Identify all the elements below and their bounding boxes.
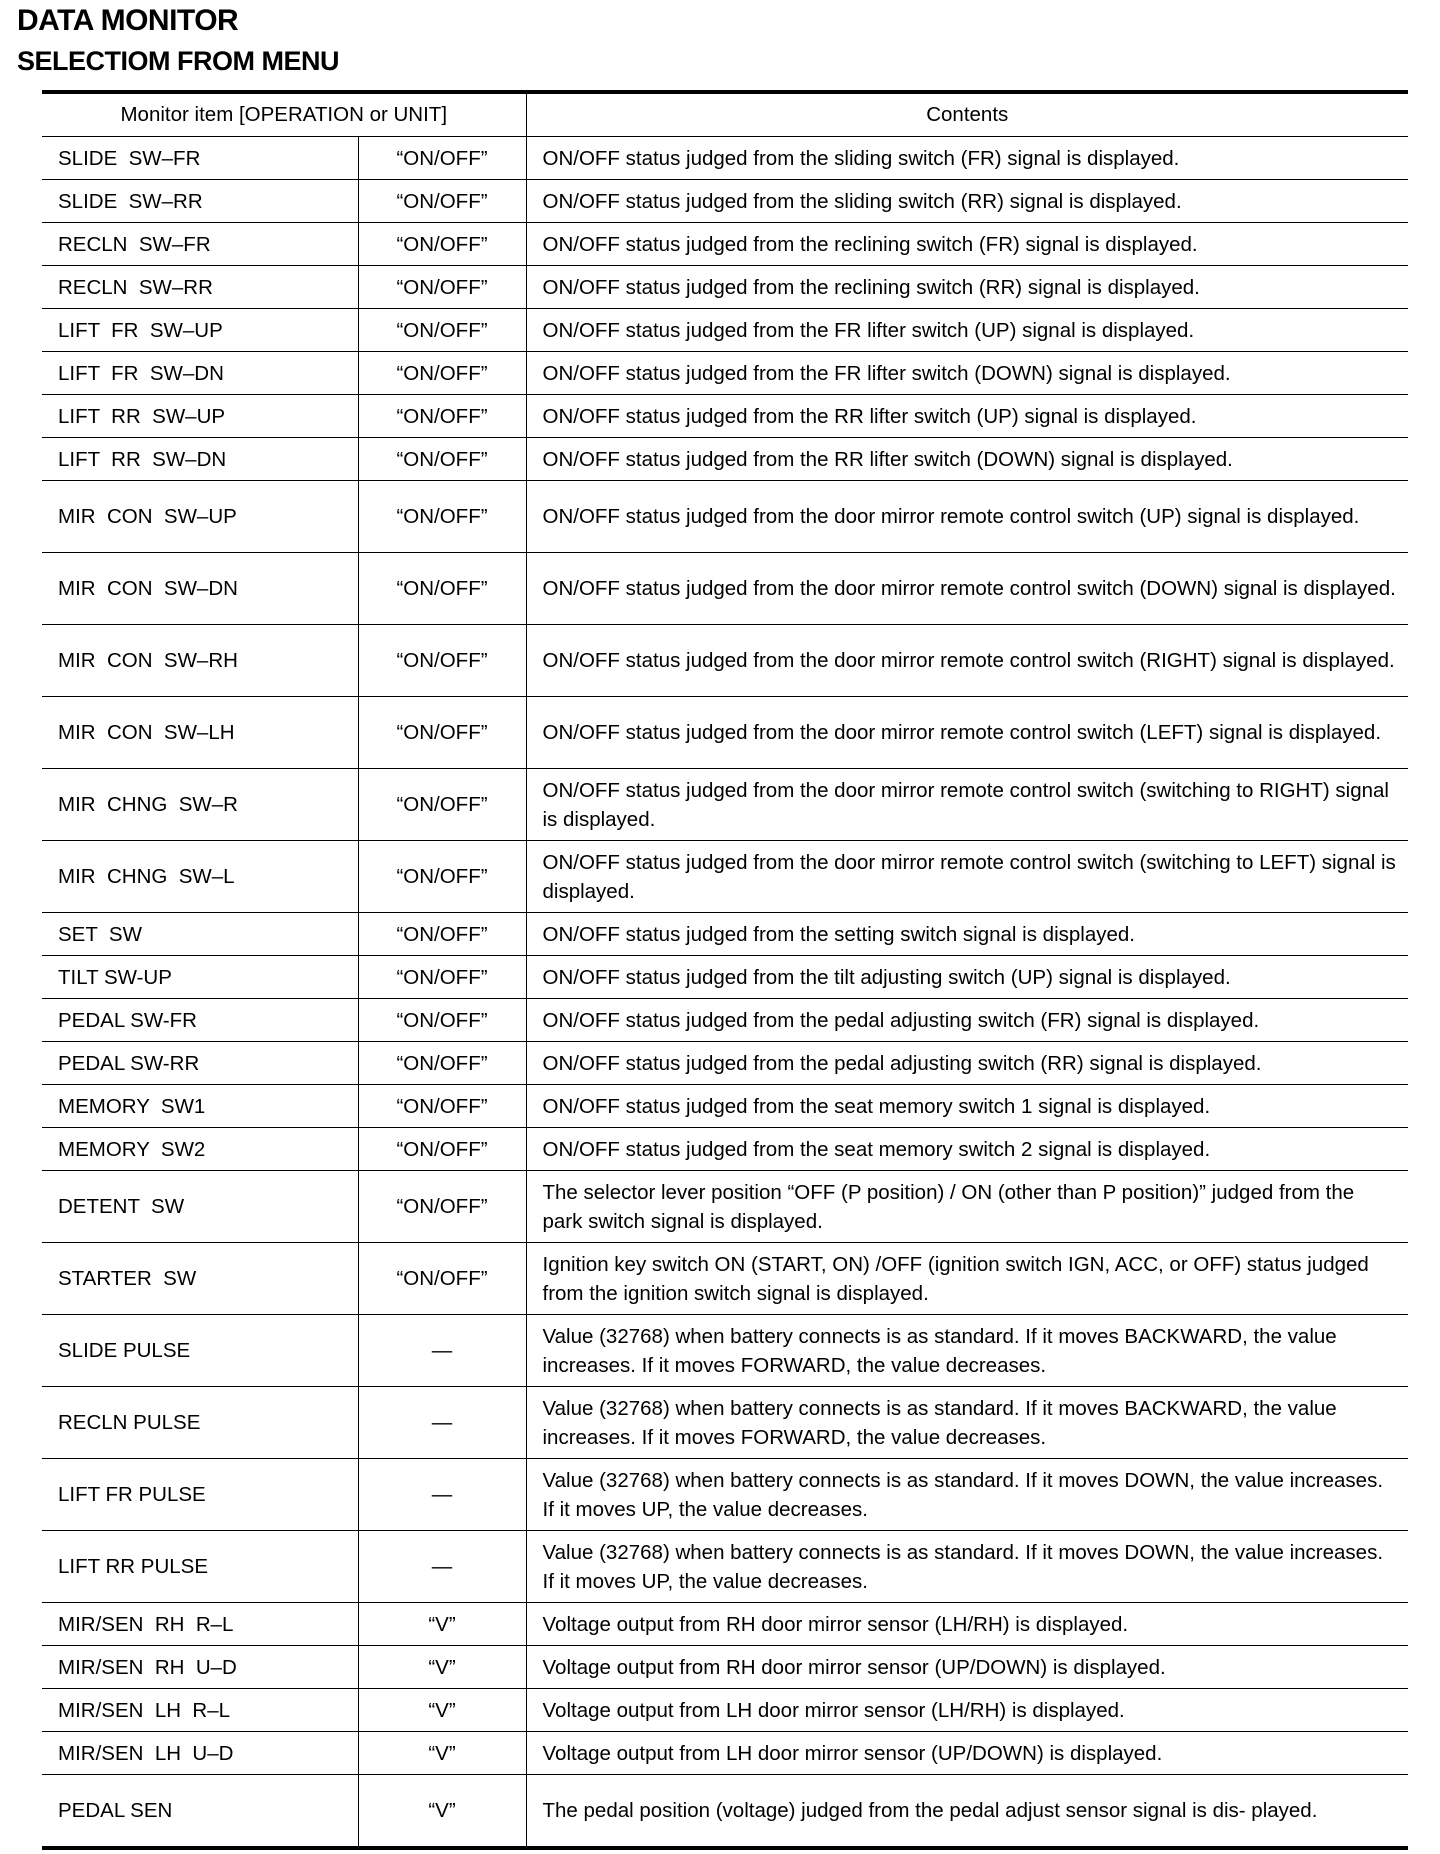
table-row	[42, 1459, 1408, 1531]
monitor-item-cell: MIR CHNG SW–L	[42, 841, 358, 913]
contents-cell: ON/OFF status judged from the door mirror remote control switch (DOWN) signal is displayed.	[526, 553, 1408, 625]
unit-cell: “ON/OFF”	[358, 999, 526, 1042]
unit-cell: “ON/OFF”	[358, 956, 526, 999]
monitor-item-cell: DETENT SW	[42, 1171, 358, 1243]
contents-cell: ON/OFF status judged from the reclining switch (RR) signal is displayed.	[526, 266, 1408, 309]
contents-cell: Value (32768) when battery connects is as standard. If it moves BACKWARD, the value increases. If it moves FORWARD, the value decreases.	[526, 1387, 1408, 1459]
contents-cell: Value (32768) when battery connects is as standard. If it moves BACKWARD, the value increases. If it moves FORWARD, the value decreases.	[526, 1315, 1408, 1387]
monitor-item-cell: LIFT FR SW–DN	[42, 352, 358, 395]
monitor-item-cell: RECLN SW–FR	[42, 223, 358, 266]
table-row	[42, 352, 1408, 395]
unit-cell: “ON/OFF”	[358, 1243, 526, 1315]
unit-cell: “V”	[358, 1603, 526, 1646]
contents-cell: Value (32768) when battery connects is as standard. If it moves DOWN, the value increases. If it moves UP, the value decreases.	[526, 1531, 1408, 1603]
contents-cell: Value (32768) when battery connects is as standard. If it moves DOWN, the value increases. If it moves UP, the value decreases.	[526, 1459, 1408, 1531]
contents-cell: ON/OFF status judged from the pedal adjusting switch (RR) signal is displayed.	[526, 1042, 1408, 1085]
monitor-item-cell: SET SW	[42, 913, 358, 956]
unit-cell: “ON/OFF”	[358, 913, 526, 956]
contents-cell: Voltage output from LH door mirror sensor (LH/RH) is displayed.	[526, 1689, 1408, 1732]
contents-cell: ON/OFF status judged from the sliding switch (RR) signal is displayed.	[526, 180, 1408, 223]
unit-cell: “ON/OFF”	[358, 180, 526, 223]
unit-cell: “V”	[358, 1689, 526, 1732]
contents-cell: ON/OFF status judged from the pedal adjusting switch (FR) signal is displayed.	[526, 999, 1408, 1042]
monitor-item-cell: MIR/SEN RH U–D	[42, 1646, 358, 1689]
table-row	[42, 841, 1408, 913]
unit-cell: “V”	[358, 1775, 526, 1849]
unit-cell: “ON/OFF”	[358, 553, 526, 625]
unit-cell: “V”	[358, 1646, 526, 1689]
contents-cell: ON/OFF status judged from the door mirror remote control switch (switching to RIGHT) signal is displayed.	[526, 769, 1408, 841]
monitor-item-cell: MIR/SEN LH U–D	[42, 1732, 358, 1775]
monitor-item-cell: RECLN SW–RR	[42, 266, 358, 309]
monitor-item-cell: SLIDE PULSE	[42, 1315, 358, 1387]
table-row	[42, 1732, 1408, 1775]
table-row	[42, 1128, 1408, 1171]
monitor-item-cell: LIFT RR SW–UP	[42, 395, 358, 438]
table-header-row	[42, 92, 1408, 137]
unit-cell: —	[358, 1459, 526, 1531]
contents-cell: ON/OFF status judged from the RR lifter switch (DOWN) signal is displayed.	[526, 438, 1408, 481]
monitor-item-cell: PEDAL SW-RR	[42, 1042, 358, 1085]
table-row	[42, 697, 1408, 769]
table-row	[42, 1243, 1408, 1315]
unit-cell: “ON/OFF”	[358, 223, 526, 266]
monitor-item-cell: LIFT FR SW–UP	[42, 309, 358, 352]
unit-cell: “ON/OFF”	[358, 1042, 526, 1085]
header-contents: Contents	[526, 92, 1408, 137]
table-row	[42, 266, 1408, 309]
table-row	[42, 395, 1408, 438]
unit-cell: “ON/OFF”	[358, 769, 526, 841]
table-row	[42, 481, 1408, 553]
contents-cell: The selector lever position “OFF (P position) / ON (other than P position)” judged from the park switch signal is displayed.	[526, 1171, 1408, 1243]
unit-cell: “ON/OFF”	[358, 1085, 526, 1128]
table-row	[42, 1315, 1408, 1387]
unit-cell: —	[358, 1315, 526, 1387]
table-row	[42, 1531, 1408, 1603]
contents-cell: Voltage output from RH door mirror sensor (UP/DOWN) is displayed.	[526, 1646, 1408, 1689]
monitor-item-cell: MIR CON SW–RH	[42, 625, 358, 697]
monitor-item-cell: MIR CON SW–UP	[42, 481, 358, 553]
contents-cell: ON/OFF status judged from the FR lifter switch (DOWN) signal is displayed.	[526, 352, 1408, 395]
monitor-item-cell: MIR CON SW–LH	[42, 697, 358, 769]
contents-cell: ON/OFF status judged from the RR lifter switch (UP) signal is displayed.	[526, 395, 1408, 438]
table-row	[42, 625, 1408, 697]
contents-cell: ON/OFF status judged from the FR lifter switch (UP) signal is displayed.	[526, 309, 1408, 352]
table-row	[42, 1646, 1408, 1689]
table-row	[42, 769, 1408, 841]
contents-cell: ON/OFF status judged from the setting switch signal is displayed.	[526, 913, 1408, 956]
monitor-item-cell: MIR/SEN LH R–L	[42, 1689, 358, 1732]
unit-cell: —	[358, 1387, 526, 1459]
monitor-item-cell: SLIDE SW–FR	[42, 137, 358, 180]
monitor-item-cell: MIR CHNG SW–R	[42, 769, 358, 841]
monitor-item-cell: MEMORY SW1	[42, 1085, 358, 1128]
contents-cell: ON/OFF status judged from the seat memory switch 2 signal is displayed.	[526, 1128, 1408, 1171]
table-row	[42, 1775, 1408, 1849]
monitor-item-cell: TILT SW-UP	[42, 956, 358, 999]
contents-cell: Ignition key switch ON (START, ON) /OFF (ignition switch IGN, ACC, or OFF) status judged from the ignition switch signal is displayed.	[526, 1243, 1408, 1315]
unit-cell: “ON/OFF”	[358, 137, 526, 180]
contents-cell: ON/OFF status judged from the door mirror remote control switch (switching to LEFT) signal is displayed.	[526, 841, 1408, 913]
contents-cell: The pedal position (voltage) judged from the pedal adjust sensor signal is dis- played.	[526, 1775, 1408, 1849]
monitor-item-cell: MIR/SEN RH R–L	[42, 1603, 358, 1646]
contents-cell: ON/OFF status judged from the door mirror remote control switch (RIGHT) signal is displayed.	[526, 625, 1408, 697]
table-row	[42, 137, 1408, 180]
contents-cell: ON/OFF status judged from the door mirror remote control switch (LEFT) signal is displayed.	[526, 697, 1408, 769]
contents-cell: ON/OFF status judged from the seat memory switch 1 signal is displayed.	[526, 1085, 1408, 1128]
table-row	[42, 956, 1408, 999]
unit-cell: “ON/OFF”	[358, 841, 526, 913]
table-row	[42, 1042, 1408, 1085]
unit-cell: “ON/OFF”	[358, 1171, 526, 1243]
table-row	[42, 553, 1408, 625]
unit-cell: “ON/OFF”	[358, 266, 526, 309]
header-monitor-item: Monitor item [OPERATION or UNIT]	[42, 92, 526, 137]
monitor-item-cell: LIFT RR SW–DN	[42, 438, 358, 481]
page-title: DATA MONITOR	[17, 4, 239, 37]
table-row	[42, 1689, 1408, 1732]
monitor-item-cell: MIR CON SW–DN	[42, 553, 358, 625]
contents-cell: ON/OFF status judged from the sliding switch (FR) signal is displayed.	[526, 137, 1408, 180]
monitor-item-cell: PEDAL SW-FR	[42, 999, 358, 1042]
table-row	[42, 309, 1408, 352]
contents-cell: ON/OFF status judged from the reclining switch (FR) signal is displayed.	[526, 223, 1408, 266]
table-row	[42, 438, 1408, 481]
unit-cell: “ON/OFF”	[358, 438, 526, 481]
data-monitor-table	[42, 90, 1408, 1850]
table-row	[42, 1171, 1408, 1243]
unit-cell: “ON/OFF”	[358, 309, 526, 352]
table-row	[42, 1603, 1408, 1646]
table-row	[42, 180, 1408, 223]
contents-cell: ON/OFF status judged from the tilt adjusting switch (UP) signal is displayed.	[526, 956, 1408, 999]
contents-cell: ON/OFF status judged from the door mirror remote control switch (UP) signal is displayed.	[526, 481, 1408, 553]
unit-cell: “ON/OFF”	[358, 625, 526, 697]
monitor-item-cell: SLIDE SW–RR	[42, 180, 358, 223]
unit-cell: “ON/OFF”	[358, 1128, 526, 1171]
monitor-item-cell: LIFT RR PULSE	[42, 1531, 358, 1603]
monitor-item-cell: LIFT FR PULSE	[42, 1459, 358, 1531]
section-title: SELECTIOM FROM MENU	[17, 46, 339, 76]
unit-cell: “ON/OFF”	[358, 481, 526, 553]
unit-cell: “V”	[358, 1732, 526, 1775]
unit-cell: —	[358, 1531, 526, 1603]
contents-cell: Voltage output from RH door mirror sensor (LH/RH) is displayed.	[526, 1603, 1408, 1646]
monitor-item-cell: STARTER SW	[42, 1243, 358, 1315]
contents-cell: Voltage output from LH door mirror sensor (UP/DOWN) is displayed.	[526, 1732, 1408, 1775]
table-row	[42, 999, 1408, 1042]
unit-cell: “ON/OFF”	[358, 352, 526, 395]
monitor-item-cell: PEDAL SEN	[42, 1775, 358, 1849]
table-row	[42, 913, 1408, 956]
monitor-item-cell: RECLN PULSE	[42, 1387, 358, 1459]
table-row	[42, 223, 1408, 266]
unit-cell: “ON/OFF”	[358, 697, 526, 769]
table-row	[42, 1085, 1408, 1128]
monitor-item-cell: MEMORY SW2	[42, 1128, 358, 1171]
table-row	[42, 1387, 1408, 1459]
unit-cell: “ON/OFF”	[358, 395, 526, 438]
